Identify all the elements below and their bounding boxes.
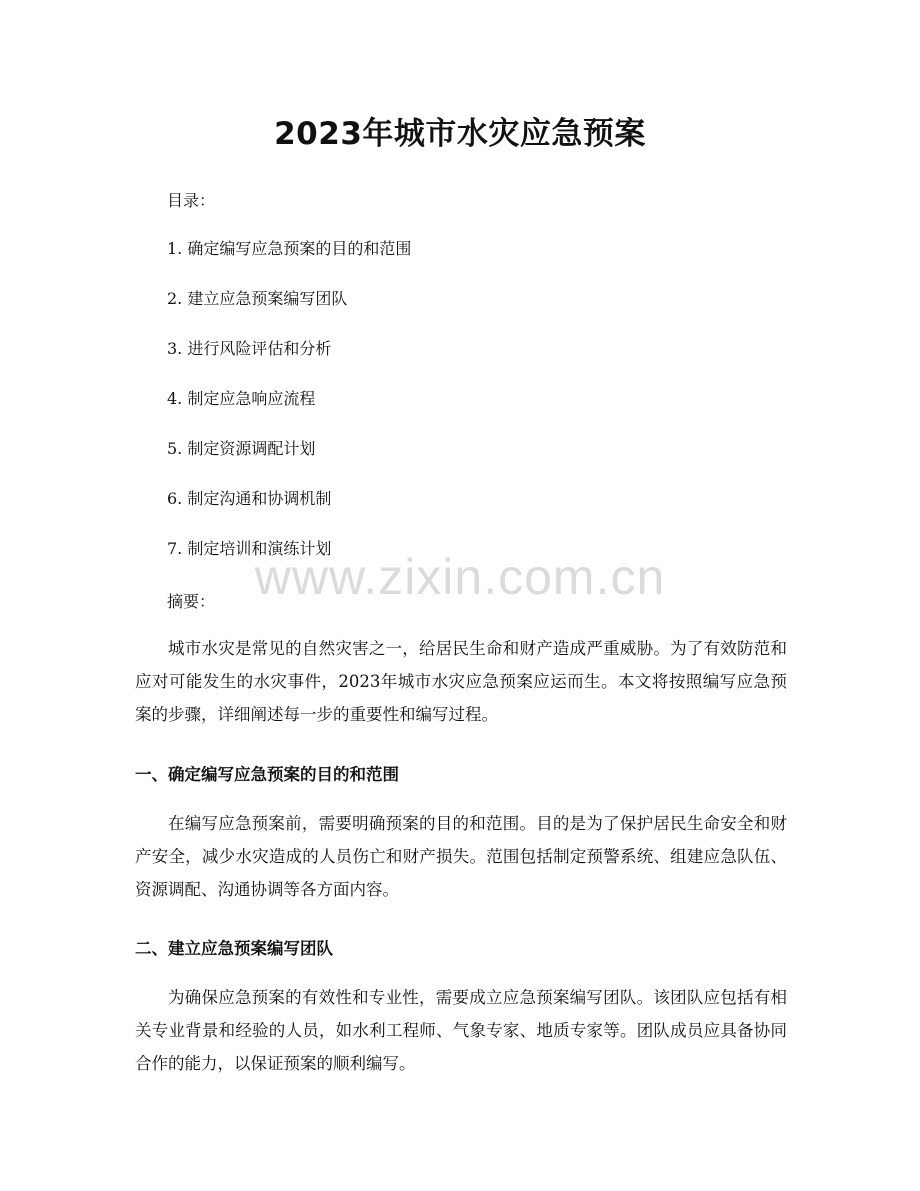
section-heading-1: 一、确定编写应急预案的目的和范围 [135,765,399,784]
toc-item: 3. 进行风险评估和分析 [167,339,332,358]
toc-item: 5. 制定资源调配计划 [167,439,316,458]
summary-paragraph: 城市水灾是常见的自然灾害之一，给居民生命和财产造成严重威胁。为了有效防范和应对可能发生的水灾事件，2023年城市水灾应急预案应运而生。本文将按照编写应急预案的步骤，详细阐述每一步的重要性和编写过程。 [135,639,787,724]
section-paragraph-2: 为确保应急预案的有效性和专业性，需要成立应急预案编写团队。该团队应包括有相关专业背景和经验的人员，如水利工程师、气象专家、地质专家等。团队成员应具备协同合作的能力，以保证预案的顺利编写。 [135,988,787,1073]
table-of-contents [167,238,411,588]
toc-item: 1. 确定编写应急预案的目的和范围 [167,239,412,258]
toc-item: 2. 建立应急预案编写团队 [167,289,348,308]
toc-item: 6. 制定沟通和协调机制 [167,489,332,508]
toc-heading: 目录： [167,191,216,210]
toc-item: 7. 制定培训和演练计划 [167,539,332,558]
toc-item: 4. 制定应急响应流程 [167,389,316,408]
watermark: www.zixin.com.cn [254,549,666,605]
document-title: 2023年城市水灾应急预案 [274,116,646,152]
section-heading-2: 二、建立应急预案编写团队 [135,939,333,958]
summary-heading: 摘要： [167,592,216,611]
section-paragraph-1: 在编写应急预案前，需要明确预案的目的和范围。目的是为了保护居民生命安全和财产安全，减少水灾造成的人员伤亡和财产损失。范围包括制定预警系统、组建应急队伍、资源调配、沟通协调等各方面内容。 [135,814,787,899]
